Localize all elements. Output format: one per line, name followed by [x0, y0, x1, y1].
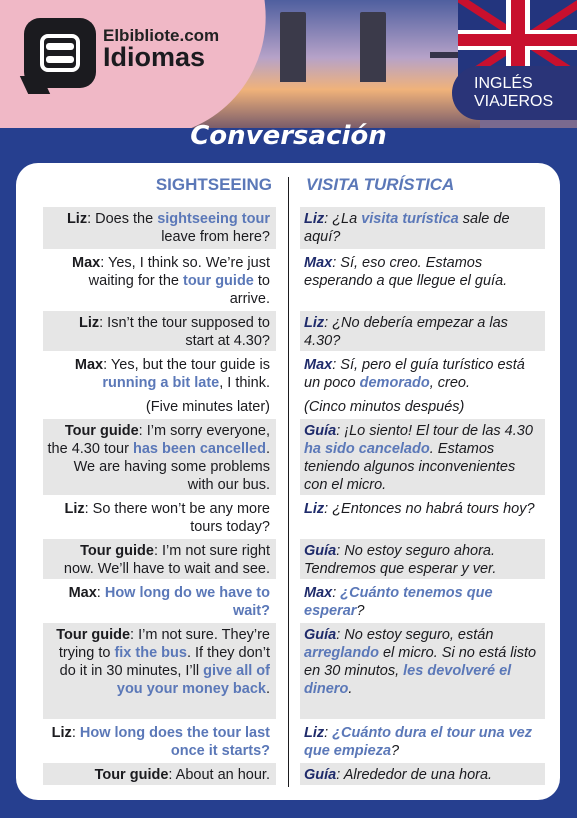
highlighted-phrase: How long does the tour last once it starts? — [79, 725, 270, 759]
spanish-line — [300, 311, 545, 351]
dialogue-text: . — [348, 681, 353, 697]
spanish-line — [300, 763, 545, 785]
dialogue-row — [16, 539, 560, 579]
header-banner — [0, 0, 577, 128]
dialogue-row — [16, 207, 560, 249]
dialogue-text: : Yes, I think so. We’re just waiting for the — [88, 255, 270, 289]
speaker-name: Max — [304, 357, 333, 373]
column-header-english: SIGHTSEEING — [155, 175, 272, 194]
english-line — [43, 395, 276, 417]
speaker-name: Guía — [304, 627, 337, 643]
dialogue-row — [16, 721, 560, 761]
dialogue-text: : — [96, 585, 105, 601]
dialogue-text: : No estoy seguro ahora. Tendremos que esperar y ver. — [304, 543, 497, 577]
speaker-name: Max — [304, 585, 333, 601]
dialogue-text: , creo. — [429, 375, 471, 391]
dialogue-text: : About an hour. — [168, 767, 270, 783]
english-line — [43, 497, 276, 537]
dialogue-text: : Sí, pero el guía turístico está un poco — [304, 357, 525, 391]
dialogue-text: , I think. — [219, 375, 270, 391]
spanish-line — [300, 353, 545, 393]
speaker-name: Guía — [304, 767, 337, 783]
dialogue-text: : ¿No debería empezar a las 4.30? — [304, 315, 508, 349]
highlighted-phrase: demorado — [359, 375, 430, 391]
dialogue-row — [16, 419, 560, 495]
english-line — [43, 763, 276, 785]
dialogue-text: . If they don’t do it in 30 minutes, I’ll — [59, 645, 270, 679]
dialogue-row — [16, 763, 560, 785]
conversation-card — [16, 163, 560, 800]
speaker-name: Liz — [304, 501, 325, 517]
speaker-name: Max — [68, 585, 97, 601]
dialogue-text: sale de aquí? — [304, 211, 510, 245]
dialogue-text: ? — [356, 603, 365, 619]
highlighted-phrase: sightseeing tour — [157, 211, 270, 227]
course-badge — [452, 66, 577, 120]
dialogue-row — [16, 251, 560, 309]
spanish-line — [300, 395, 545, 417]
english-line — [43, 251, 276, 309]
spanish-line — [300, 721, 545, 761]
highlighted-phrase: has been cancelled — [132, 441, 266, 457]
english-line — [43, 207, 276, 249]
dialogue-text: : ¿Entonces no habrá tours hoy? — [324, 501, 535, 517]
spanish-line — [300, 419, 545, 495]
dialogue-text: : Yes, but the tour guide is — [103, 357, 270, 373]
highlighted-phrase: give all of you your money back — [116, 663, 270, 697]
english-line — [43, 623, 276, 719]
speaker-name: Liz — [64, 501, 85, 517]
column-header-spanish: VISITA TURÍSTICA — [306, 175, 455, 194]
highlighted-phrase: fix the bus — [114, 645, 187, 661]
english-line — [43, 581, 276, 621]
dialogue-text: : Does the — [87, 211, 158, 227]
highlighted-phrase: ¿Cuánto tenemos que esperar — [304, 585, 493, 619]
speaker-name: Liz — [304, 725, 325, 741]
dialogue-text: : I’m not sure. They’re trying to — [58, 627, 270, 661]
site-name: Elbibliote.com — [103, 26, 220, 45]
highlighted-phrase: arreglando — [304, 645, 379, 661]
tower-bridge-tower-left — [280, 12, 306, 82]
dialogue-text: : Isn’t the tour supposed to start at 4.30? — [99, 315, 270, 349]
speaker-name: Liz — [304, 211, 325, 227]
spanish-line — [300, 581, 545, 621]
dialogue-text: : I’m not sure right now. We’ll have to wait and see. — [63, 543, 270, 577]
dialogue-text: : — [71, 725, 80, 741]
dialogue-row — [16, 623, 560, 719]
dialogue-row — [16, 353, 560, 393]
tower-bridge-tower-right — [360, 12, 386, 82]
dialogue-row — [16, 581, 560, 621]
dialogue-text: : So there won’t be any more tours today? — [84, 501, 270, 535]
brand-name: Idiomas — [103, 42, 206, 72]
english-line — [43, 539, 276, 579]
speaker-name: Tour guide — [80, 543, 154, 559]
dialogue-text: leave from here? — [161, 229, 270, 245]
speaker-name: Liz — [78, 315, 100, 331]
english-line — [43, 311, 276, 351]
speaker-name: Max — [304, 255, 333, 271]
page-title: Conversación — [190, 121, 387, 151]
spanish-line — [300, 251, 545, 309]
highlighted-phrase: tour guide — [182, 273, 254, 289]
dialogue-text: : I’m sorry everyone, the 4.30 tour — [47, 423, 270, 457]
dialogue-text: : Alrededor de una hora. — [336, 767, 493, 783]
dialogue-text: : Sí, eso creo. Estamos esperando a que llegue el guía. — [304, 255, 508, 289]
speaker-name: Liz — [304, 315, 325, 331]
dialogue-text: : ¿La — [324, 211, 362, 227]
dialogue-text: . Estamos teniendo algunos inconvenientes con el micro. — [304, 441, 516, 493]
dialogue-text: (Cinco minutos después) — [304, 399, 465, 415]
dialogue-text: . We are having some problems with our bus. — [73, 441, 270, 493]
dialogue-text: el micro. Si no está listo en 30 minutos, — [304, 645, 537, 679]
dialogue-text: : No estoy seguro, están — [336, 627, 494, 643]
speaker-name: Liz — [66, 211, 88, 227]
speaker-name: Tour guide — [64, 423, 139, 439]
dialogue-text: (Five minutes later) — [145, 399, 270, 415]
dialogue-row — [16, 311, 560, 351]
speaker-name: Tour guide — [94, 767, 169, 783]
highlighted-phrase: How long do we have to wait? — [104, 585, 270, 619]
speaker-name: Tour guide — [56, 627, 131, 643]
spanish-line — [300, 623, 545, 719]
dialogue-text: . — [265, 681, 270, 697]
spanish-line — [300, 539, 545, 579]
dialogue-text: ? — [391, 743, 400, 759]
highlighted-phrase: les devolveré el dinero — [304, 663, 512, 697]
speaker-name: Guía — [304, 423, 337, 439]
spanish-line — [300, 497, 545, 537]
english-line — [43, 353, 276, 393]
speaker-name: Max — [71, 255, 101, 271]
dialogue-row — [16, 497, 560, 537]
english-line — [43, 721, 276, 761]
speaker-name: Max — [74, 357, 104, 373]
dialogue-text: to arrive. — [229, 273, 270, 307]
highlighted-phrase: ha sido cancelado — [304, 441, 430, 457]
speaker-name: Guía — [304, 543, 337, 559]
english-line — [43, 419, 276, 495]
speaker-name: Liz — [51, 725, 72, 741]
dialogue-text: : — [324, 725, 333, 741]
highlighted-phrase: ¿Cuánto dura el tour una vez que empieza — [304, 725, 532, 759]
highlighted-phrase: visita turística — [361, 211, 459, 227]
dialogue-text: : ¡Lo siento! El tour de las 4.30 — [336, 423, 533, 439]
highlighted-phrase: running a bit late — [102, 375, 220, 391]
dialogue-row — [16, 395, 560, 417]
badge-line-1: INGLÉS — [474, 75, 533, 92]
spanish-line — [300, 207, 545, 249]
dialogue-text: : — [332, 585, 341, 601]
badge-line-2: VIAJEROS — [474, 93, 554, 110]
